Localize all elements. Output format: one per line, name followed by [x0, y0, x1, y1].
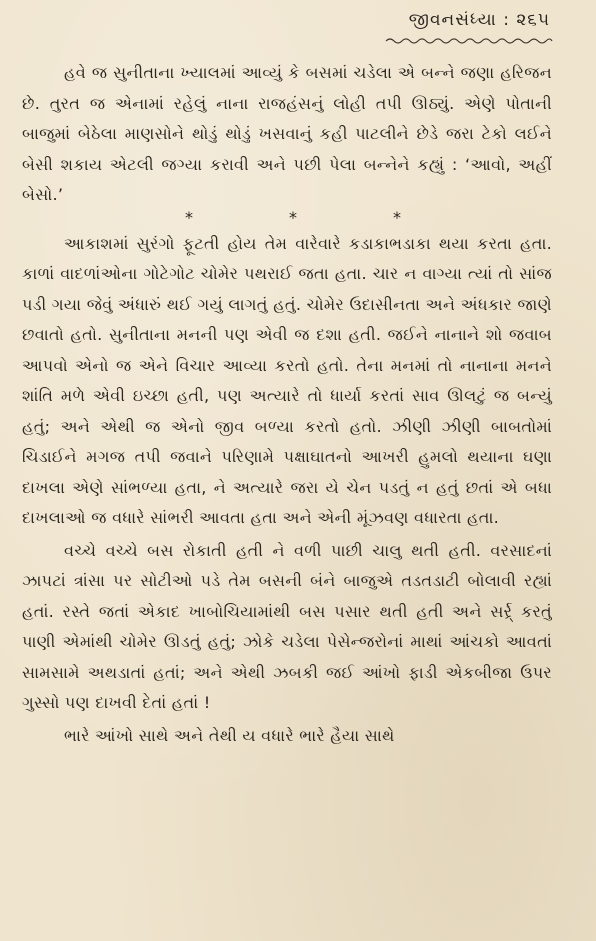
section-break-star: *: [393, 207, 401, 227]
paragraph-3: વચ્ચે વચ્ચે બસ રોકાતી હતી ને વળી પાછી ચાલુ થતી હતી. વરસાદનાં ઝાપટાં ત્રાંસા પર સોટીઓ પડે તેમ બસની બંને બાજુએ તડતડાટી બોલાવી રહ્યાં હતાં. રસ્તે જતાં એકાદ ખાબોચિયામાંથી બસ પસાર થતી હતી અને સર્ર્ર્ કરતું પાણી એમાંથી ચોમેર ઊડતું હતું; ઝોકે ચડેલા પેસેન્જરોનાં માથાં આંચકો આવતાં સામસામે અથડાતાં હતાં; અને એથી ઝબકી જઈ આંખો ફાડી એકબીજા ઉપર ગુસ્સો પણ દાખવી દેતાં હતાં !: [22, 540, 552, 712]
paragraph-1: હવે જ સુનીતાના ખ્યાલમાં આવ્યું કે બસમાં ચડેલા એ બન્ને જણા હરિજન છે. તુરત જ એનામાં રહેલું નાના રાજહંસનું લોહી તપી ઊઠ્યું. એણે પોતાની બાજુમાં બેઠેલા માણસોને થોડું થોડું ખસવાનું કહી પાટલીને છેડે જરા ટેકો લઈને બેસી શકાય એટલી જગ્યા કરાવી અને પછી પેલા બન્નેને કહ્યું : ‘આવો, અહીં બેસો.’: [22, 63, 552, 204]
section-break: [34, 207, 552, 229]
running-head: જીવનસંધ્યા : ૨૬૫: [408, 10, 550, 30]
section-break-star: *: [185, 207, 193, 227]
section-break-star: *: [289, 207, 297, 227]
paragraph-2: આકાશમાં સુરંગો ફૂટતી હોય તેમ વારેવારે કડાકાભડાકા થયા કરતા હતા. કાળાં વાદળાંઓના ગોટેગોટ ચોમેર પથરાઈ જતા હતા. ચાર ન વાગ્યા ત્યાં તો સાંજ પડી ગયા જેવું અંધારું થઈ ગયું લાગતું હતું. ચોમેર ઉદાસીનતા અને અંધકાર જાણે છવાતો હતો. સુનીતાના મનની પણ એવી જ દશા હતી. જઈને નાનાને શો જવાબ આપવો એનો જ એને વિચાર આવ્યા કરતો હતો. તેના મનમાં તો નાનાના મનને શાંતિ મળે એવી ઇચ્છા હતી, પણ અત્યારે તો ધાર્યા કરતાં સાવ ઊલટું જ બન્યું હતું; અને એથી જ એનો જીવ બળ્યા કરતો હતો. ઝીણી ઝીણી બાબતોમાં ચિડાઈને મગજ તપી જવાને પરિણામે પક્ષાઘાતનો આખરી હુમલો થયાના ઘણા દાખલા એણે સાંભળ્યા હતા, ને અત્યારે જરા યે ચેન પડતું ન હતું છતાં એ બધા દાખલાઓ જ વધારે સાંભરી આવતા હતા અને એની મૂંઝવણ વધારતા હતા.: [22, 233, 553, 527]
paragraph-4: ભારે આંખો સાથે અને તેથી ય વધારે ભારે હૈયા સાથે: [64, 725, 395, 745]
header-flourish-ornament: [384, 36, 554, 46]
